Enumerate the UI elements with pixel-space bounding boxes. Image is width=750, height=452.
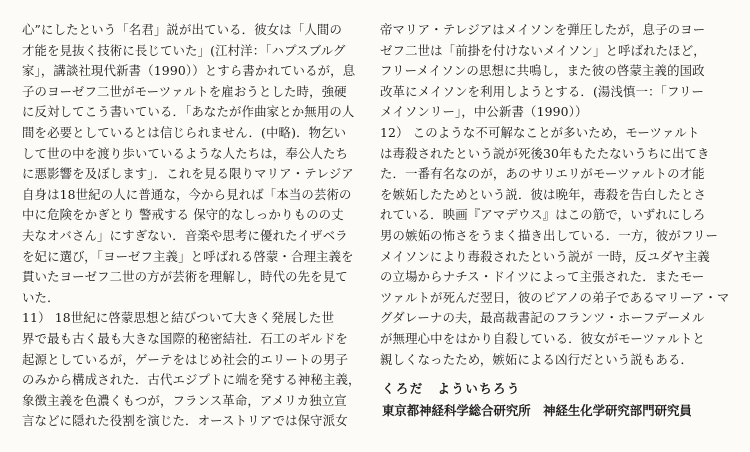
text-line: に反対してこう書いている．「あなたが作曲家とか無用の人	[22, 104, 355, 120]
text-line: ツァルトが死んだ翌日，彼のピアノの弟子であるマリーア・マ	[380, 289, 730, 305]
text-line: して世の中を渡り歩いているような人たちは，奉公人たち	[22, 145, 349, 161]
author-signature	[382, 378, 692, 422]
text-line: 心”にしたという「名君」説が出ている．彼女は「人間の	[22, 22, 342, 37]
text-line: 家」，講談社現代新書（1990））とすら書かれているが，息	[22, 63, 356, 79]
text-line: 帝マリア・テレジアはメイソンを弾圧したが，息子のヨー	[380, 22, 706, 37]
text-line: いた．	[22, 289, 60, 305]
text-line: メイソンにより毒殺されたという説が 一時，反ユダヤ主義	[380, 248, 710, 264]
text-line: 才能を見抜く技術に長じていた」(江村洋：「ハプスブルグ	[22, 42, 346, 58]
text-line: の立場からナチス・ドイツによって主張された．またモー	[380, 269, 705, 285]
text-line: は毒殺されたという説が死後30年もたたないうちに出てき	[380, 145, 710, 161]
author-affiliation: 東京都神経科学総合研究所 神経生化学研究部門研究員	[382, 403, 692, 418]
text-line: 男の嫉妬の怖さをうまく描き出している．一方，彼がフリー	[380, 227, 719, 243]
right-column	[380, 20, 732, 370]
text-line: 改革にメイソンを利用しようとする．(湯浅慎一：「フリー	[380, 83, 705, 99]
footnote-12-start: 12） このような不可解なことが多いため，モーツァルト	[380, 124, 700, 140]
text-line: のみから構成された．古代エジプトに端を発する神秘主義，	[22, 372, 361, 388]
text-line: グダレーナの夫，最高裁書記のフランツ・ホーフデーメル	[380, 310, 705, 326]
text-line: れている．映画『アマデウス』はこの筋で，いずれにしろ	[380, 207, 706, 223]
text-line: が無理心中をはかり自殺している．彼女がモーツァルトと	[380, 330, 705, 346]
text-line: を嫉妬したためという説．彼は晩年，毒殺を告白したとさ	[380, 186, 707, 202]
text-line: を妃に選び，「ヨーゼフ主義」と呼ばれる啓蒙・合理主義を	[22, 248, 354, 264]
text-line: 象徴主義を色濃くもつが，フランス革命，アメリカ独立宣	[22, 392, 347, 408]
left-column	[22, 20, 374, 432]
text-line: 子のヨーゼフ二世がモーツァルトを雇おうとした時，強硬	[22, 83, 347, 99]
text-line: 親しくなったため，嫉妬による凶行だという説もある．	[380, 351, 694, 367]
text-line: フリーメイソンの思想に共鳴し，また彼の啓蒙主義的国政	[380, 63, 705, 79]
author-name: くろだ よういちろう	[382, 381, 521, 396]
text-line: 自身は18世紀の人に普通な，今から見れば「本当の芸術の	[22, 186, 352, 202]
text-line: に悪影響を及ぼします」．これを見る限りマリア・テレジア	[22, 166, 354, 182]
text-line: た．一番有名なのが，あのサリエリがモーツァルトの才能	[380, 166, 705, 182]
text-line: 間を必要としているとは信じられません．(中略)．物乞い	[22, 124, 347, 140]
text-line: 貫いたヨーゼフ二世の方が芸術を理解し，時代の先を見て	[22, 269, 348, 285]
text-line: 中に危険をかぎとり 警戒する 保守的なしっかりものの丈	[22, 207, 344, 223]
footnote-11-start: 11） 18世紀に啓蒙思想と結びついて大きく発展した世	[22, 310, 335, 326]
text-line: 界で最も古く最も大きな国際的秘密結社．石工のギルドを	[22, 330, 348, 346]
text-line: 夫なオバさん」にすぎない．音楽や思考に優れたイザベラ	[22, 227, 348, 243]
text-line: メイソンリー」，中公新書（1990））	[380, 104, 588, 120]
text-line: 起源としているが，ゲーテをはじめ社会的エリートの男子	[22, 351, 349, 367]
text-line: ゼフ二世は「前掛を付けないメイソン」と呼ばれたほど，	[380, 42, 706, 58]
text-line: 言などに隠れた役割を演じた．オーストリアでは保守派女	[22, 413, 348, 429]
